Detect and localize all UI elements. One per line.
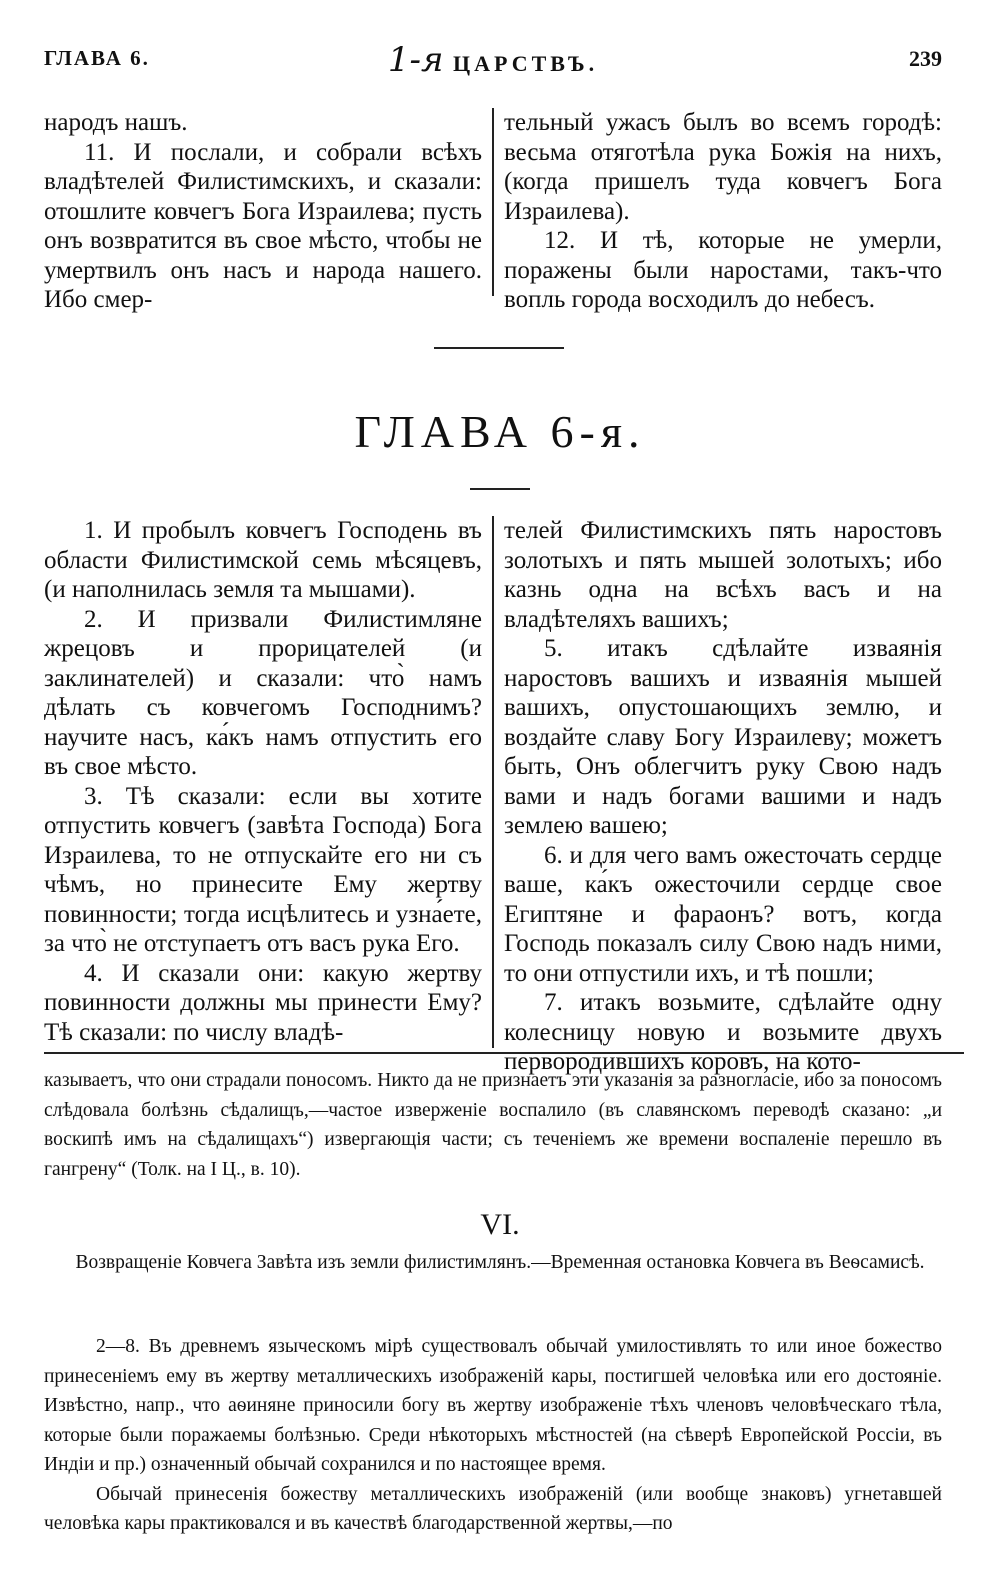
running-head-chapter: ГЛАВА 6.: [44, 46, 150, 70]
verse-text: 11. И послали, и собрали всѣхъ владѣтелей Филистимскихъ, и сказали: отошлите ковчегъ Бога Израилева; пусть онъ возвратится въ свое мѣсто, чтобы не умертвилъ онъ насъ и народа нашего. Ибо смер-: [44, 138, 482, 313]
commentary-paragraph: Обычай принесенія божеству металлическихъ изображеній (или вообще знаковъ) угнетавшей человѣка кары практиковался и въ качествѣ благодарственной жертвы,—по: [44, 1483, 942, 1534]
verse-text: телей Филистимскихъ пять наростовъ золотыхъ и пять мышей золотыхъ; ибо казнь одна на всѣхъ васъ и на владѣтеляхъ вашихъ;: [504, 517, 942, 633]
running-head-book: [44, 40, 942, 80]
verse-text: тельный ужасъ былъ во всемъ городѣ: весьма отяготѣла рука Божія на нихъ, (когда пришелъ туда ковчегъ Бога Израилева).: [504, 109, 942, 225]
verse-text: 5. итакъ сдѣлайте изваянія наростовъ вашихъ и изваянія мышей вашихъ, опустошающихъ землю, и воздайте славу Богу Израилеву; можетъ быть, Онъ облегчитъ руку Свою надъ вами и надъ богами вашими и надъ землею вашею;: [504, 635, 942, 839]
commentary-section-number: VI.: [480, 1208, 520, 1241]
verse-text: 7. итакъ возьмите, сдѣлайте одну колесницу новую и возьмите двухъ первородившихъ коровъ, на кото-: [504, 989, 942, 1075]
chapter-title: ГЛАВА 6-я.: [354, 406, 646, 457]
verse-text: 4. И сказали они: какую жертву повинности должны мы принести Ему? Тѣ сказали: по числу владѣ-: [44, 959, 482, 1046]
verse-text: народъ нашъ.: [44, 109, 188, 136]
verse-text: 2. И призвали Филистимляне жрецовъ и прорицателей (и заклинателей) и сказали: что̀ намъ дѣлать съ ковчегомъ Господнимъ? научите насъ, ка́къ намъ отпустить его въ свое мѣсто.: [44, 605, 482, 780]
section-divider: [434, 347, 564, 349]
note-continuation: [44, 1066, 942, 1184]
commentary: [44, 1332, 942, 1539]
verse-text: 1. И пробылъ ковчегъ Господень въ области Филистимской семь мѣсяцевъ, (и наполнилась земля та мышами).: [44, 517, 482, 603]
chapter-left-column: [44, 516, 492, 1048]
running-head: [44, 40, 942, 80]
page-number: 239: [909, 46, 942, 71]
chapter-right-column: [492, 516, 942, 1075]
commentary-section-heading: Возвращеніе Ковчега Завѣта изъ земли филистимлянъ.—Временная остановка Ковчега въ Веѳсамисѣ.: [75, 1252, 925, 1273]
running-head-book-name: ЦАРСТВЪ.: [453, 51, 599, 76]
verse-text: 3. Тѣ сказали: если вы хотите отпустить ковчегъ (завѣта Господа) Бога Израилева, то не отпускайте его ни съ чѣмъ, но принесите Ему жертву повинности; тогда исцѣлитесь и узна́ете, за что̀ не отступаетъ отъ васъ рука Его.: [44, 782, 482, 957]
previous-chapter-right-column: [492, 108, 942, 313]
text-commentary-divider: [44, 1052, 964, 1054]
verse-text: 6. и для чего вамъ ожесточать сердце ваше, ка́къ ожесточили сердце свое Египтяне и фараонъ? вотъ, когда Господь показалъ силу Свою надъ ними, то они отпустили ихъ, и тѣ пошли;: [504, 841, 942, 987]
note-text: казываетъ, что они страдали поносомъ. Никто да не признаетъ эти указанія за разногласіе, ибо за поносомъ слѣдовала болѣзнь сѣдалищъ,—частое изверженіе воспалило (въ славянскомъ переводѣ сказано: „и воскипѣ имъ на сѣдалищахъ“) извергающія части; съ теченіемъ же времени воспаленіе перешло въ гангрену“ (Толк. на I Ц., в. 10).: [44, 1070, 942, 1180]
previous-chapter-left-column: [44, 108, 492, 313]
previous-chapter-end: [44, 108, 942, 313]
section-divider: [470, 488, 530, 490]
running-head-book-prefix: 1-я: [387, 40, 444, 80]
verse-text: 12. И тѣ, которые не умерли, поражены были наростами, такъ-что вопль города восходилъ до небесъ.: [504, 227, 942, 313]
commentary-paragraph: 2—8. Въ древнемъ языческомъ мірѣ существовалъ обычай умилостивлять то или иное божество принесеніемъ ему въ жертву металлическихъ изображеній кары, постигшей человѣка или его достояніе. Извѣстно, напр., что аѳиняне приносили богу въ жертву изображеніе тѣхъ членовъ человѣческаго тѣла, которые были поражаемы болѣзнью. Среди нѣкоторыхъ мѣстностей (на сѣверѣ Европейской Россіи, въ Индіи и пр.) означенный обычай сохранился и по настоящее время.: [44, 1336, 942, 1475]
chapter-text: [44, 516, 942, 1075]
